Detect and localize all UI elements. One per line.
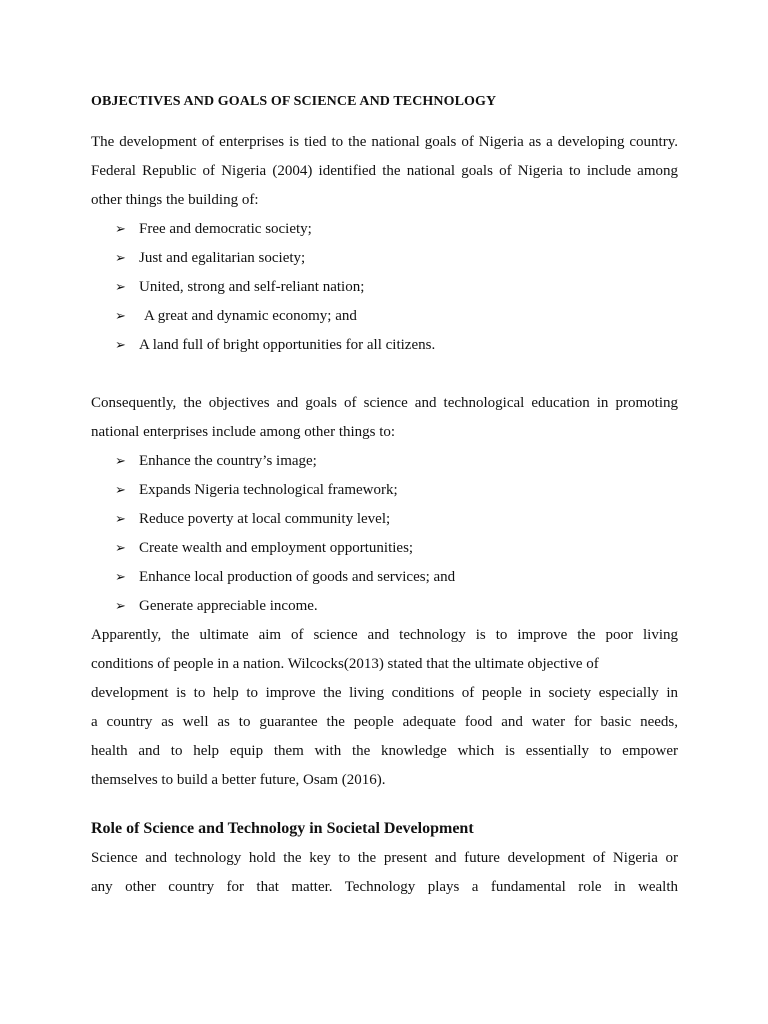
paragraph-gap bbox=[91, 795, 678, 817]
arrow-bullet-icon: ➢ bbox=[115, 251, 126, 266]
paragraph-line: Apparently, the ultimate aim of science and technology is to improve the poor living bbox=[91, 627, 678, 643]
document-page bbox=[91, 92, 678, 902]
list-item bbox=[115, 215, 678, 244]
intro-paragraph: The development of enterprises is tied to the national goals of Nigeria as a developing country. Federal Republic of Nigeria (2004) identified the national goals of Nigeria to include among other things the building of: bbox=[91, 134, 678, 208]
list-item bbox=[115, 563, 678, 592]
list-item-text: Reduce poverty at local community level; bbox=[139, 511, 391, 527]
list-item bbox=[115, 273, 678, 302]
list-item bbox=[115, 505, 678, 534]
list-item bbox=[115, 534, 678, 563]
list-item-text: Free and democratic society; bbox=[139, 221, 312, 237]
list-item-text: United, strong and self-reliant nation; bbox=[139, 279, 365, 295]
paragraph-line: conditions of people in a nation. Wilcocks(2013) stated that the ultimate objective of bbox=[91, 656, 599, 672]
paragraph-line: a country as well as to guarantee the people adequate food and water for basic needs, bbox=[91, 714, 678, 730]
paragraph-line: Science and technology hold the key to the present and future development of Nigeria or bbox=[91, 850, 678, 866]
list-item bbox=[115, 447, 678, 476]
arrow-bullet-icon: ➢ bbox=[115, 483, 126, 498]
arrow-bullet-icon: ➢ bbox=[115, 541, 126, 556]
role-paragraph bbox=[91, 844, 678, 902]
objectives-list bbox=[91, 447, 678, 621]
list-item-text: Generate appreciable income. bbox=[139, 598, 318, 614]
subsection-heading: Role of Science and Technology in Societal Development bbox=[91, 820, 474, 837]
consequently-paragraph: Consequently, the objectives and goals of science and technological education in promoting national enterprises include among other things to: bbox=[91, 395, 678, 440]
arrow-bullet-icon: ➢ bbox=[115, 309, 126, 324]
arrow-bullet-icon: ➢ bbox=[115, 222, 126, 237]
national-goals-list bbox=[91, 215, 678, 360]
list-item bbox=[115, 592, 678, 621]
list-item bbox=[115, 302, 678, 331]
paragraph-line: themselves to build a better future, Osam (2016). bbox=[91, 772, 386, 788]
section-heading: OBJECTIVES AND GOALS OF SCIENCE AND TECHNOLOGY bbox=[91, 94, 497, 109]
paragraph-line: development is to help to improve the living conditions of people in society especially in bbox=[91, 685, 678, 701]
paragraph-gap bbox=[91, 360, 678, 389]
arrow-bullet-icon: ➢ bbox=[115, 454, 126, 469]
arrow-bullet-icon: ➢ bbox=[115, 512, 126, 527]
list-item bbox=[115, 476, 678, 505]
paragraph-line: health and to help equip them with the knowledge which is essentially to empower bbox=[91, 743, 678, 759]
arrow-bullet-icon: ➢ bbox=[115, 570, 126, 585]
list-item-text: Enhance the country’s image; bbox=[139, 453, 317, 469]
arrow-bullet-icon: ➢ bbox=[115, 599, 126, 614]
list-item bbox=[115, 244, 678, 273]
list-item-text: Just and egalitarian society; bbox=[139, 250, 306, 266]
list-item-text: Expands Nigeria technological framework; bbox=[139, 482, 398, 498]
list-item-text: Enhance local production of goods and services; and bbox=[139, 569, 456, 585]
arrow-bullet-icon: ➢ bbox=[115, 280, 126, 295]
paragraph-line: any other country for that matter. Technology plays a fundamental role in wealth bbox=[91, 879, 678, 895]
list-item-text: Create wealth and employment opportunities; bbox=[139, 540, 414, 556]
list-item-text: A land full of bright opportunities for all citizens. bbox=[139, 337, 436, 353]
apparently-paragraph bbox=[91, 621, 678, 795]
list-item bbox=[115, 331, 678, 360]
list-item-text: A great and dynamic economy; and bbox=[144, 308, 357, 324]
arrow-bullet-icon: ➢ bbox=[115, 338, 126, 353]
